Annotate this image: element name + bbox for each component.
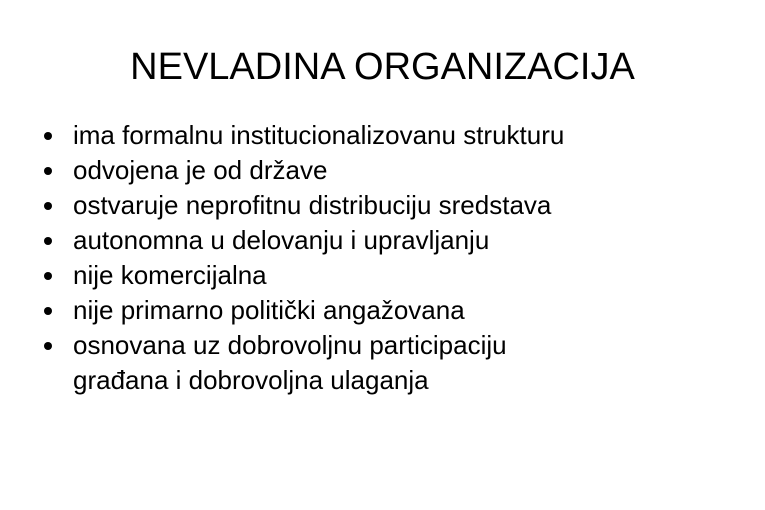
bullet-icon: [44, 132, 52, 140]
bullet-text: nije komercijalna: [73, 260, 267, 290]
bullet-text: autonomna u delovanju i upravljanju: [73, 225, 490, 255]
list-item: [44, 258, 564, 293]
bullet-text: ima formalnu institucionalizovanu strukturu: [73, 120, 565, 150]
list-item: [44, 153, 564, 188]
bullet-icon: [44, 307, 52, 315]
bullet-icon: [44, 272, 52, 280]
slide-title: NEVLADINA ORGANIZACIJA: [130, 46, 635, 88]
list-item: [44, 188, 564, 223]
bullet-icon: [44, 202, 52, 210]
bullet-text: ostvaruje neprofitnu distribuciju sredstava: [73, 190, 552, 220]
bullet-list: [44, 118, 564, 398]
bullet-text: osnovana uz dobrovoljnu participaciju građana i dobrovoljna ulaganja: [73, 330, 507, 395]
list-item: [44, 328, 564, 398]
list-item: [44, 293, 564, 328]
bullet-icon: [44, 167, 52, 175]
list-item: [44, 118, 564, 153]
bullet-text: nije primarno politički angažovana: [73, 295, 465, 325]
bullet-icon: [44, 237, 52, 245]
bullet-icon: [44, 342, 52, 350]
list-item: [44, 223, 564, 258]
bullet-text: odvojena je od države: [73, 155, 328, 185]
